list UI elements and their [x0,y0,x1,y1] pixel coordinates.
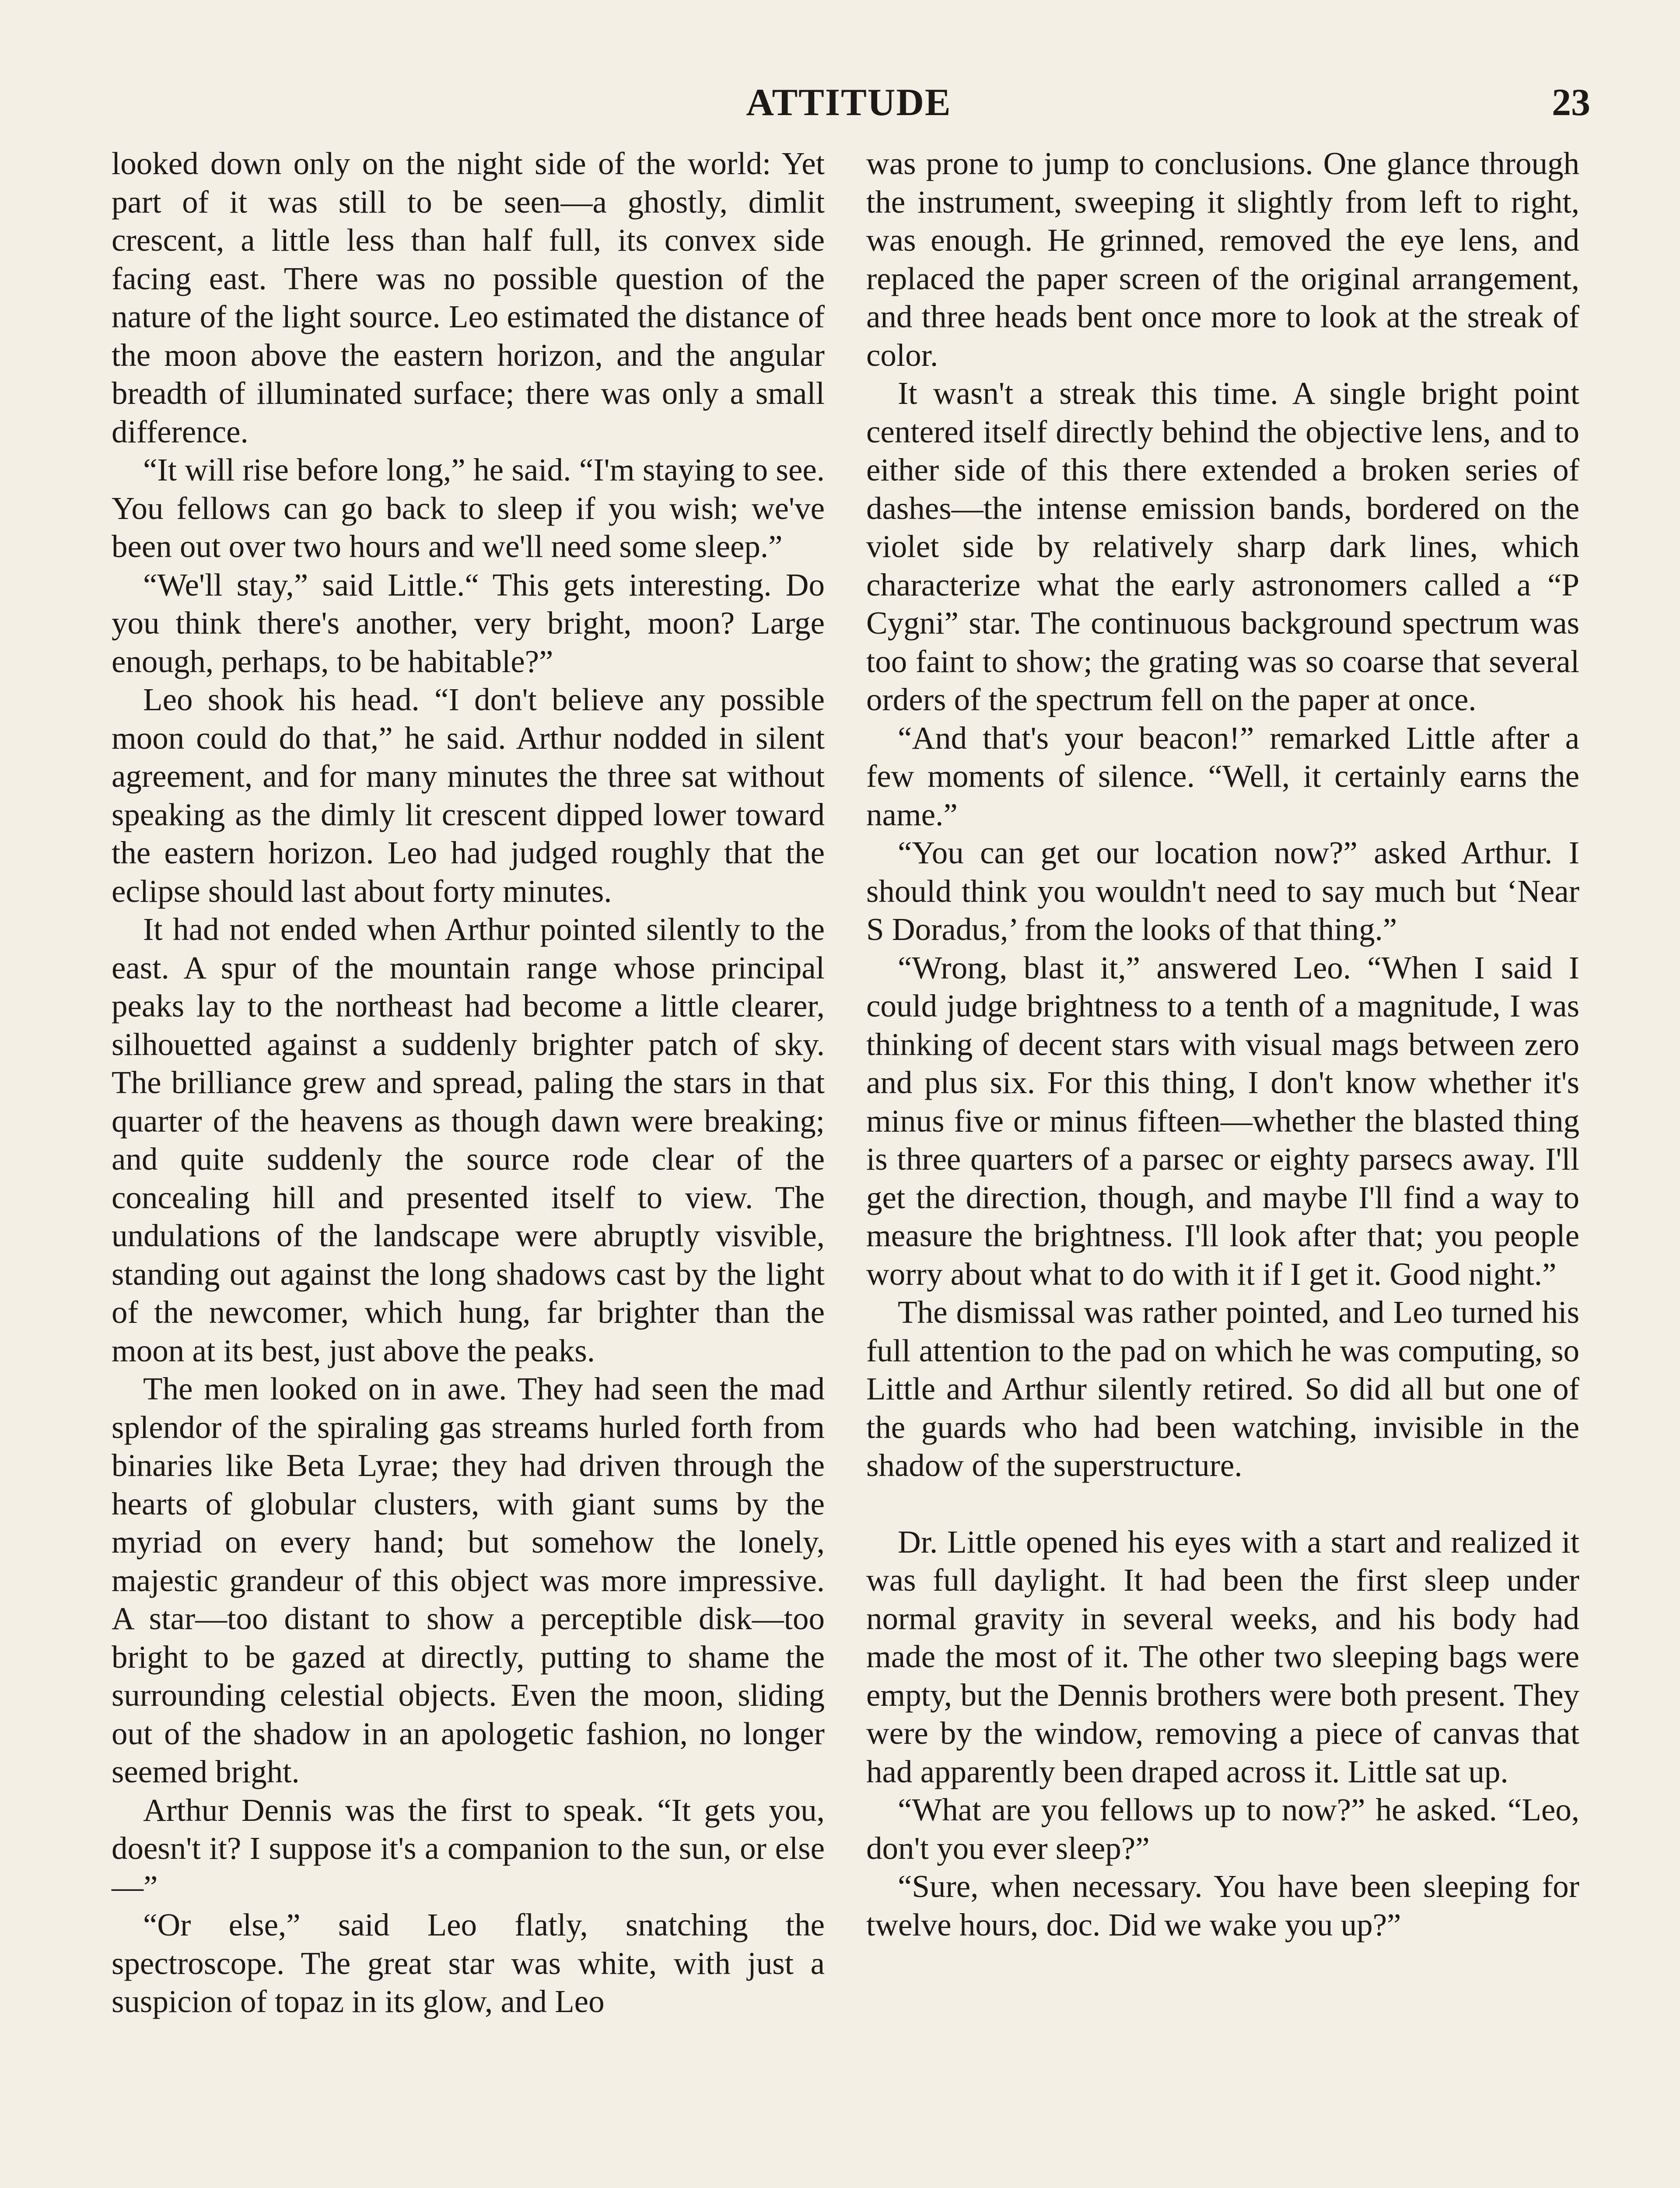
paragraph: Arthur Dennis was the first to speak. “It gets you, doesn't it? I suppose it's a companion to the sun, or else—” [112,1792,825,1904]
paragraph: was prone to jump to conclusions. One glance through the instrument, sweeping it slightly from left to right, was enough. He grinned, removed the eye lens, and replaced the paper screen of the original arrangement, and three heads bent once more to look at the streak of color. [866,146,1579,373]
paragraph: “Or else,” said Leo flatly, snatching the spectroscope. The great star was white, with just a suspicion of topaz in its glow, and Leo [112,1907,825,2019]
paragraph: Leo shook his head. “I don't believe any possible moon could do that,” he said. Arthur nodded in silent agreement, and for many minutes the three sat without speaking as the dimly lit crescent dipped lower toward the eastern horizon. Leo had judged roughly that the eclipse should last about forty minutes. [112,682,825,909]
left-column [112,144,825,2021]
paragraph: “It will rise before long,” he said. “I'm staying to see. You fellows can go back to sleep if you wish; we've been out over two hours and we'll need some sleep.” [112,452,825,564]
paragraph: looked down only on the night side of the world: Yet part of it was still to be seen—a ghostly, dimlit crescent, a little less than half full, its convex side facing east. There was no possible question of the nature of the light source. Leo estimated the distance of the moon above the eastern horizon, and the angular breadth of illuminated surface; there was only a small difference. [112,146,825,449]
paragraph: “And that's your beacon!” remarked Little after a few moments of silence. “Well, it certainly earns the name.” [866,720,1579,832]
running-title: ATTITUDE [746,81,952,124]
paragraph: “Sure, when necessary. You have been sleeping for twelve hours, doc. Did we wake you up?” [866,1869,1579,1943]
paragraph: It had not ended when Arthur pointed silently to the east. A spur of the mountain range whose principal peaks lay to the northeast had become a little clearer, silhouetted against a suddenly brighter patch of sky. The brilliance grew and spread, paling the stars in that quarter of the heavens as though dawn were breaking; and quite suddenly the source rode clear of the concealing hill and presented itself to view. The undulations of the landscape were abruptly visvible, standing out against the long shadows cast by the light of the newcomer, which hung, far brighter than the moon at its best, just above the peaks. [112,912,825,1368]
page-header [107,77,1590,129]
paragraph: The dismissal was rather pointed, and Leo turned his full attention to the pad on which he was computing, so Little and Arthur silently retired. So did all but one of the guards who had been watching, invisible in the shadow of the superstructure. [866,1294,1579,1483]
paragraph: “We'll stay,” said Little.“ This gets interesting. Do you think there's another, very bright, moon? Large enough, perhaps, to be habitable?” [112,567,825,679]
page-number: 23 [1552,81,1590,124]
paragraph: It wasn't a streak this time. A single bright point centered itself directly behind the objective lens, and to either side of this there extended a broken series of dashes—the intense emission bands, bordered on the violet side by relatively sharp dark lines, which characterize what the early astronomers called a “P Cygni” star. The continuous background spectrum was too faint to show; the grating was so coarse that several orders of the spectrum fell on the paper at once. [866,375,1579,717]
paragraph: The men looked on in awe. They had seen the mad splendor of the spiraling gas streams hurled forth from binaries like Beta Lyrae; they had driven through the hearts of globular clusters, with giant sums by the myriad on every hand; but somehow the lonely, majestic grandeur of this object was more impressive. A star—too distant to show a perceptible disk—too bright to be gazed at directly, putting to shame the surrounding celestial objects. Even the moon, sliding out of the shadow in an apologetic fashion, no longer seemed bright. [112,1371,825,1789]
paragraph: “What are you fellows up to now?” he asked. “Leo, don't you ever sleep?” [866,1792,1579,1866]
paragraph: “Wrong, blast it,” answered Leo. “When I said I could judge brightness to a tenth of a magnitude, I was thinking of decent stars with visual mags between zero and plus six. For this thing, I don't know whether it's minus five or minus fifteen—whether the blasted thing is three quarters of a parsec or eighty parsecs away. I'll get the direction, though, and maybe I'll find a way to measure the brightness. I'll look after that; you people worry about what to do with it if I get it. Good night.” [866,950,1579,1292]
paragraph: Dr. Little opened his eyes with a start and realized it was full daylight. It had been the first sleep under normal gravity in several weeks, and his body had made the most of it. The other two sleeping bags were empty, but the Dennis brothers were both present. They were by the window, removing a piece of canvas that had apparently been draped across it. Little sat up. [866,1524,1579,1789]
paragraph: “You can get our location now?” asked Arthur. I should think you wouldn't need to say much but ‘Near S Doradus,’ from the looks of that thing.” [866,835,1579,947]
right-column [866,144,1579,1944]
